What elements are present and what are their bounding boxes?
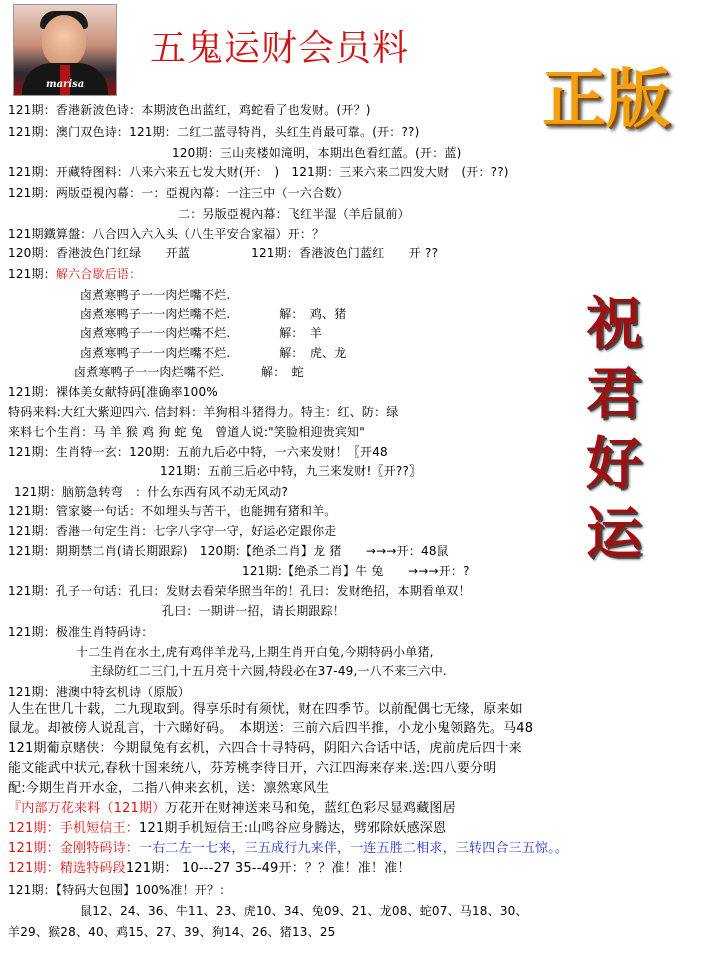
zodiac-numbers-line-1: 鼠12、24、36、牛11、23、虎10、34、兔09、21、龙08、蛇07、马18、30、 — [80, 904, 528, 918]
selected-range-line — [8, 861, 411, 877]
hk-wave-color-line: 120期：香港波色门红绿 开蓝 121期：香港波色门蓝红 开 ?? — [8, 246, 439, 260]
lisboa-line-1: 121期葡京赌侠：今期鼠兔有玄机，六四合十寻特码，阴阳六合话中话，虎前虎后四十来 — [8, 741, 522, 756]
forbidden-two-line-1: 121期：期期禁二肖(请长期跟踪) 120期:【绝杀二肖】龙 猪 →→→开：48鼠 — [8, 544, 449, 558]
portrait-signature: marisa — [46, 79, 85, 90]
zodiac-mystery-line-2: 121期：五前三后必中特，九三来发财!〖开??〗 — [160, 464, 422, 478]
iron-abacus-line: 121期鐵算盤：八合四入六入头（八生平安合家福）开：？ — [8, 227, 325, 241]
period-label: 121期： — [8, 267, 56, 281]
surround-heading: 121期：【特码大包围】100%准！开？： — [8, 883, 232, 897]
jingang-poem: 一右二左一七来，三五成行九来伴，一连五胜二相求，三转四合三五惊。。 — [139, 841, 569, 856]
portrait-face — [42, 15, 86, 67]
sms-king-text: 121期手机短信王:山鸣谷应身腾达，劈邪除妖感深恩 — [139, 821, 447, 836]
internal-material-label: 『内部万花来料（121期） — [8, 801, 166, 816]
sms-king-label: 121期：手机短信王： — [8, 821, 140, 836]
xiehouyu-line: 卤煮寒鸭子一一肉烂嘴不烂. 解： 蛇 — [74, 365, 304, 379]
xiehouyu-heading — [8, 266, 141, 282]
xiehouyu-label: 解六合歇后语： — [55, 267, 142, 281]
lisboa-line-2: 能文能武中状元,春秋十国来统八，芬芳桃李待日开，六江四海来存来.送:四八要分明 — [8, 761, 497, 776]
atv-insider-line-1: 121期：两版亞視內幕：一：亞視內幕：一注三中（一六合数） — [8, 186, 349, 200]
xiehouyu-line: 卤煮寒鸭子一一肉烂嘴不烂. 解： 虎、龙 — [80, 346, 347, 360]
zodiac-poem-heading: 121期：极准生肖特码诗： — [8, 625, 154, 639]
selected-range-label: 121期：精选特码段 — [8, 861, 126, 876]
jingang-label: 121期：金刚特码诗： — [8, 841, 140, 856]
blessing-char: 好 — [586, 432, 642, 497]
hkmacau-poem-heading: 121期：港澳中特玄机诗（原版） — [8, 685, 191, 699]
blessing-char: 运 — [586, 502, 642, 567]
blessing-char: 祝 — [586, 292, 642, 357]
confucius-line-2: 孔曰：一期讲一招，请长期跟踪！ — [162, 604, 346, 618]
housekeeper-line: 121期：管家婆一句话：不如埋头与苦干，也能拥有猪和羊。 — [8, 504, 337, 518]
xiehouyu-line: 卤煮寒鸭子一一肉烂嘴不烂. 解： 鸡、猪 — [80, 307, 347, 321]
macau-color-poem: 121期：澳门双色诗：121期：二红二蓝寻特肖，头红生肖最可靠。(开：??) — [8, 125, 420, 139]
atv-insider-line-2: 二：另版亞視內幕：飞红半湿（羊后鼠前） — [178, 207, 410, 221]
hkmacau-poem-line-1: 人生在世几十载，二九现取到。得享乐时有须忧，财在四季节。以前配偶七无缘，原来如 — [8, 702, 523, 717]
forbidden-two-line-2: 121期:【绝杀二肖】牛 兔 →→→开：? — [242, 564, 470, 578]
zodiac-poem-line-1: 十二生肖在水土,虎有鸡伴羊龙马,上期生肖开白兔,今期特码小单猪, — [76, 645, 434, 659]
brain-teaser-line: 121期：脑筋急转弯 ：什么东西有风不动无风动? — [14, 485, 289, 499]
zodiac-numbers-line-2: 羊29、猴28、40、鸡15、27、39、狗14、26、猪13、25 — [8, 925, 336, 939]
beauty-code-line: 121期：裸体美女献特码[准确率100% — [8, 385, 218, 399]
internal-material-text: 万花开在财神送来马和兔，蓝红色彩尽显鸡藏图居 — [165, 801, 456, 816]
special-code-line: 特码来料:大红大紫迎四六. 信封料：羊狗相斗猪得力。特主：红、防：绿 — [8, 405, 399, 419]
zodiac-poem-line-2: 主绿防红二三门,十五月亮十六圆,特段必在37-49,一八不来三六中. — [90, 664, 447, 678]
blessing-vertical — [586, 290, 642, 570]
xiehouyu-line: 卤煮寒鸭子一一肉烂嘴不烂. — [80, 288, 231, 302]
hkmacau-poem-line-2: 鼠龙。却被傍人说乱言，十六睇好码。 本期送：三前六后四半推，小龙小鬼领路先。马48 — [8, 721, 534, 736]
confucius-line-1: 121期：孔子一句话：孔曰：发财去看荣华照当年的！孔曰：发财绝招，本期看单双！ — [8, 584, 471, 598]
lisboa-line-3: 配:今期生肖开水金，二指八伸来玄机，送：凛然寒风生 — [8, 781, 330, 796]
page-title: 五鬼运财会员料 — [150, 28, 410, 69]
macau-color-poem-prev: 120期：三山夹楼如滝明，本期出色看红蓝。(开：蓝) — [172, 146, 462, 160]
genuine-stamp: 正版 — [542, 63, 670, 137]
hk-color-poem: 121期：香港新波色诗：本期波色出蓝红，鸡蛇看了也发财。(开？) — [8, 103, 371, 117]
portrait-photo — [13, 4, 117, 96]
selected-range-text: 121期： 10---27 35--49开：？？准！准！准！ — [125, 861, 411, 876]
jingang-poem-line — [8, 841, 568, 857]
internal-material-line — [8, 801, 456, 817]
seven-zodiac-line: 来料七个生肖：马 羊 猴 鸡 狗 蛇 兔 曾道人说:"笑脸相迎贵宾知" — [8, 425, 365, 439]
xiehouyu-line: 卤煮寒鸭子一一肉烂嘴不烂. 解： 羊 — [80, 326, 323, 340]
blessing-char: 君 — [586, 362, 642, 427]
hk-one-sentence-line: 121期：香港一句定生肖：七字八字守一守，好运必定跟你走 — [8, 524, 337, 538]
sms-king-line — [8, 821, 446, 837]
zodiac-mystery-line-1: 121期：生肖特一玄：120期：五前九后必中特，一六来发财！〖开48 — [8, 445, 388, 459]
hidden-chart-line: 121期：开藏特图料：八来六来五七发大财(开： ) 121期：三来六来二四发大财 (开：??) — [8, 165, 509, 179]
